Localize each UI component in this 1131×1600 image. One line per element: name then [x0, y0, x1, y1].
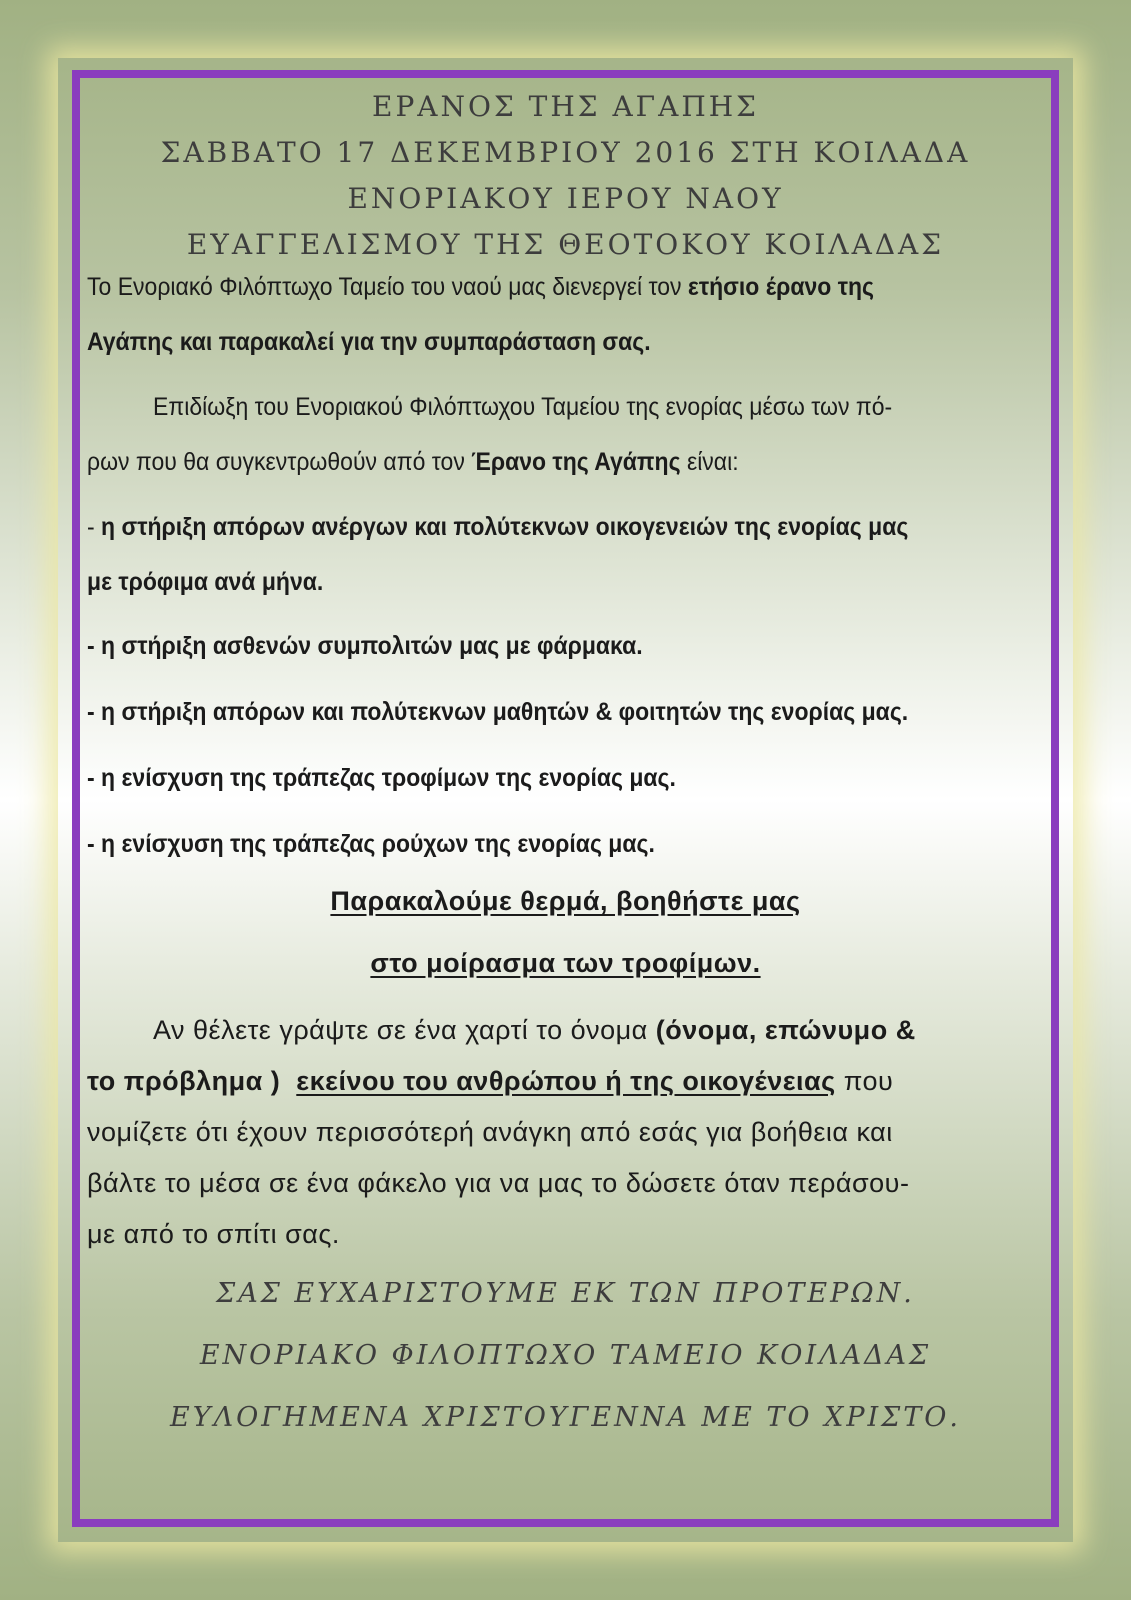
intro-line-2: Αγάπης και παρακαλεί για την συμπαράσταση σας.	[87, 328, 651, 356]
purpose-line-2: ρων που θα συγκεντρωθούν από τον Έρανο της Αγάπης είναι:	[87, 448, 739, 476]
closing-greeting: ΕΥΛΟΓΗΜΕΝΑ ΧΡΙΣΤΟΥΓΕΝΝΑ ΜΕ ΤΟ ΧΡΙΣΤΟ.	[170, 1402, 961, 1433]
date-heading: ΣΑΒΒΑΤΟ 17 ΔΕΚΕΜΒΡΙΟΥ 2016 ΣΤΗ ΚΟΙΛΑΔΑ	[160, 136, 971, 169]
church-heading: ΕΝΟΡΙΑΚΟΥ ΙΕΡΟΥ ΝΑΟΥ	[347, 182, 784, 215]
purple-frame	[72, 70, 1059, 1527]
instructions-line-4: βάλτε το μέσα σε ένα φάκελο για να μας το δώσετε όταν περάσου-	[87, 1168, 910, 1198]
purpose-line-1: Επιδίωξη του Ενοριακού Φιλόπτωχου Ταμείου της ενορίας μέσω των πό-	[153, 393, 893, 421]
title-heading: ΕΡΑΝΟΣ ΤΗΣ ΑΓΑΠΗΣ	[372, 90, 759, 123]
bullet-3: - η στήριξη απόρων και πολύτεκνων μαθητών & φοιτητών της ενορίας μας.	[87, 698, 909, 726]
parish-heading: ΕΥΑΓΓΕΛΙΣΜΟΥ ΤΗΣ ΘΕΟΤΟΚΟΥ ΚΟΙΛΑΔΑΣ	[186, 228, 945, 261]
flyer-content	[80, 78, 1051, 1519]
bullet-1-line-1: - η στήριξη απόρων ανέργων και πολύτεκνων οικογενειών της ενορίας μας	[87, 513, 909, 541]
underlined-phrase: εκείνου του ανθρώπου ή της οικογένειας	[296, 1066, 836, 1096]
bullet-5: - η ενίσχυση της τράπεζας ρούχων της ενορίας μας.	[87, 830, 655, 858]
bullet-2: - η στήριξη ασθενών συμπολιτών μας με φάρμακα.	[87, 632, 643, 660]
instructions-line-5: με από το σπίτι σας.	[87, 1219, 340, 1249]
appeal-line-2: στο μοίρασμα των τροφίμων.	[370, 948, 761, 978]
bullet-1-line-2: με τρόφιμα ανά μήνα.	[87, 568, 324, 596]
instructions-line-2: το πρόβλημα ) εκείνου του ανθρώπου ή της οικογένειας που	[87, 1066, 894, 1096]
closing-thanks: ΣΑΣ ΕΥΧΑΡΙΣΤΟΥΜΕ ΕΚ ΤΩΝ ΠΡΟΤΕΡΩΝ.	[216, 1278, 915, 1309]
instructions-line-3: νομίζετε ότι έχουν περισσότερή ανάγκη από εσάς για βοήθεια και	[87, 1117, 893, 1147]
bullet-4: - η ενίσχυση της τράπεζας τροφίμων της ενορίας μας.	[87, 764, 676, 792]
closing-signature: ΕΝΟΡΙΑΚΟ ΦΙΛΟΠΤΩΧΟ ΤΑΜΕΙΟ ΚΟΙΛΑΔΑΣ	[199, 1340, 932, 1371]
instructions-line-1: Αν θέλετε γράψτε σε ένα χαρτί το όνομα (όνομα, επώνυμο &	[153, 1015, 916, 1045]
appeal-line-1: Παρακαλούμε θερμά, βοηθήστε μας	[330, 886, 801, 916]
intro-line-1: Το Ενοριακό Φιλόπτωχο Ταμείο του ναού μας διενεργεί τον ετήσιο έρανο της	[87, 273, 874, 301]
